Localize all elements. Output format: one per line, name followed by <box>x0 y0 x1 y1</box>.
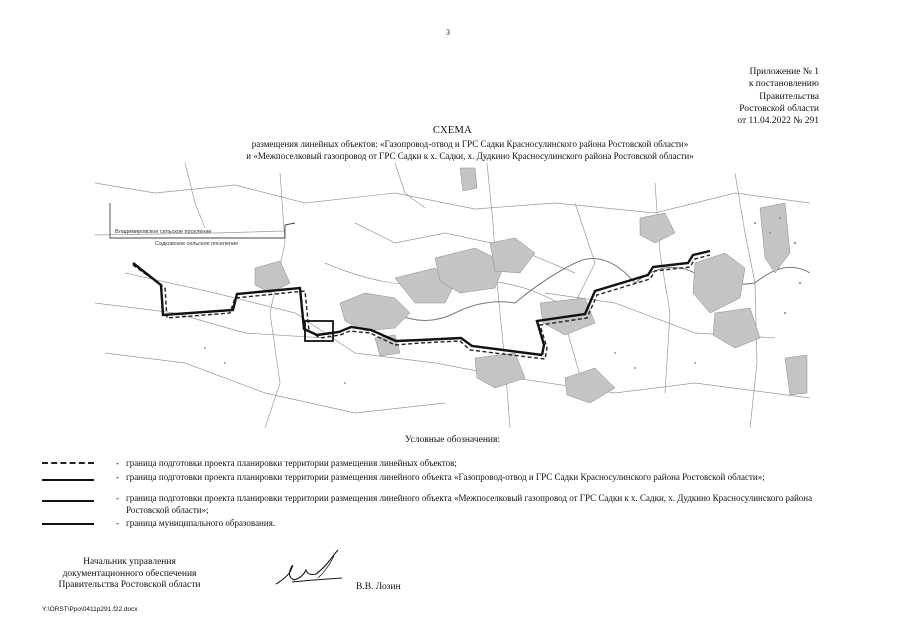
legend-item-text: граница подготовки проекта планировки территории размещения линейных объектов; <box>126 458 457 468</box>
legend-dash: - <box>116 518 119 528</box>
appendix-line: Правительства <box>759 91 819 102</box>
appendix-header <box>659 66 819 127</box>
settlement-label-lower: Садковское сельское поселение <box>155 241 239 247</box>
map-settlements <box>255 168 807 403</box>
settlement-label-upper: Владимировское сельское поселение <box>115 229 212 235</box>
appendix-line: от 11.04.2022 № 291 <box>737 116 819 127</box>
signer-position-line: Правительства Ростовской области <box>58 580 201 590</box>
appendix-line: Ростовской области <box>739 103 819 114</box>
legend-dash: - <box>116 493 119 503</box>
legend-symbol-solid-line <box>42 500 94 502</box>
page-number: 3 <box>446 28 450 37</box>
legend-dash: - <box>116 458 119 468</box>
legend-title: Условные обозначения: <box>404 435 500 445</box>
signer-position-line: документационного обеспечения <box>62 568 197 579</box>
signer-name: В.В. Лозин <box>356 582 401 592</box>
site-plan-map <box>95 163 810 428</box>
signer-position <box>42 557 217 592</box>
planning-boundary-dashed <box>133 255 710 359</box>
legend-dash: - <box>116 472 119 482</box>
legend-item-text: граница подготовки проекта планировки территории размещения линейного объекта «Газопровод-отвод и ГРС Садки Красносулинского района Ростовской области»; <box>126 472 765 482</box>
handwritten-signature <box>272 548 350 592</box>
file-path: Y:\ORST\Ppo\0411p291.f22.docx <box>42 606 138 613</box>
appendix-line: Приложение № 1 <box>749 67 819 77</box>
legend-item-text: граница подготовки проекта планировки территории размещения линейного объекта «Межпоселковый газопровод от ГРС Садки к х. Садки, х. Дудкино Красносулинского района Ростовской области»; <box>126 493 813 515</box>
legend-symbol-solid-line <box>42 479 94 481</box>
legend-symbol-dashed-line <box>42 462 94 464</box>
schema-subtitle-line-2: и «Межпоселковый газопровод от ГРС Садки к х. Садки, х. Дудкино Красносулинского района Ростовской области» <box>246 151 694 161</box>
schema-title: СХЕМА <box>432 125 473 136</box>
signer-position-line: Начальник управления <box>83 557 176 567</box>
legend-item-text: граница муниципального образования. <box>126 518 276 528</box>
appendix-line: к постановлению <box>748 79 819 90</box>
schema-subtitle-line-1: размещения линейных объектов: «Газопровод-отвод и ГРС Садки Красносулинского района Ростовской области» <box>251 139 689 149</box>
legend-symbol-solid-line <box>42 523 94 525</box>
